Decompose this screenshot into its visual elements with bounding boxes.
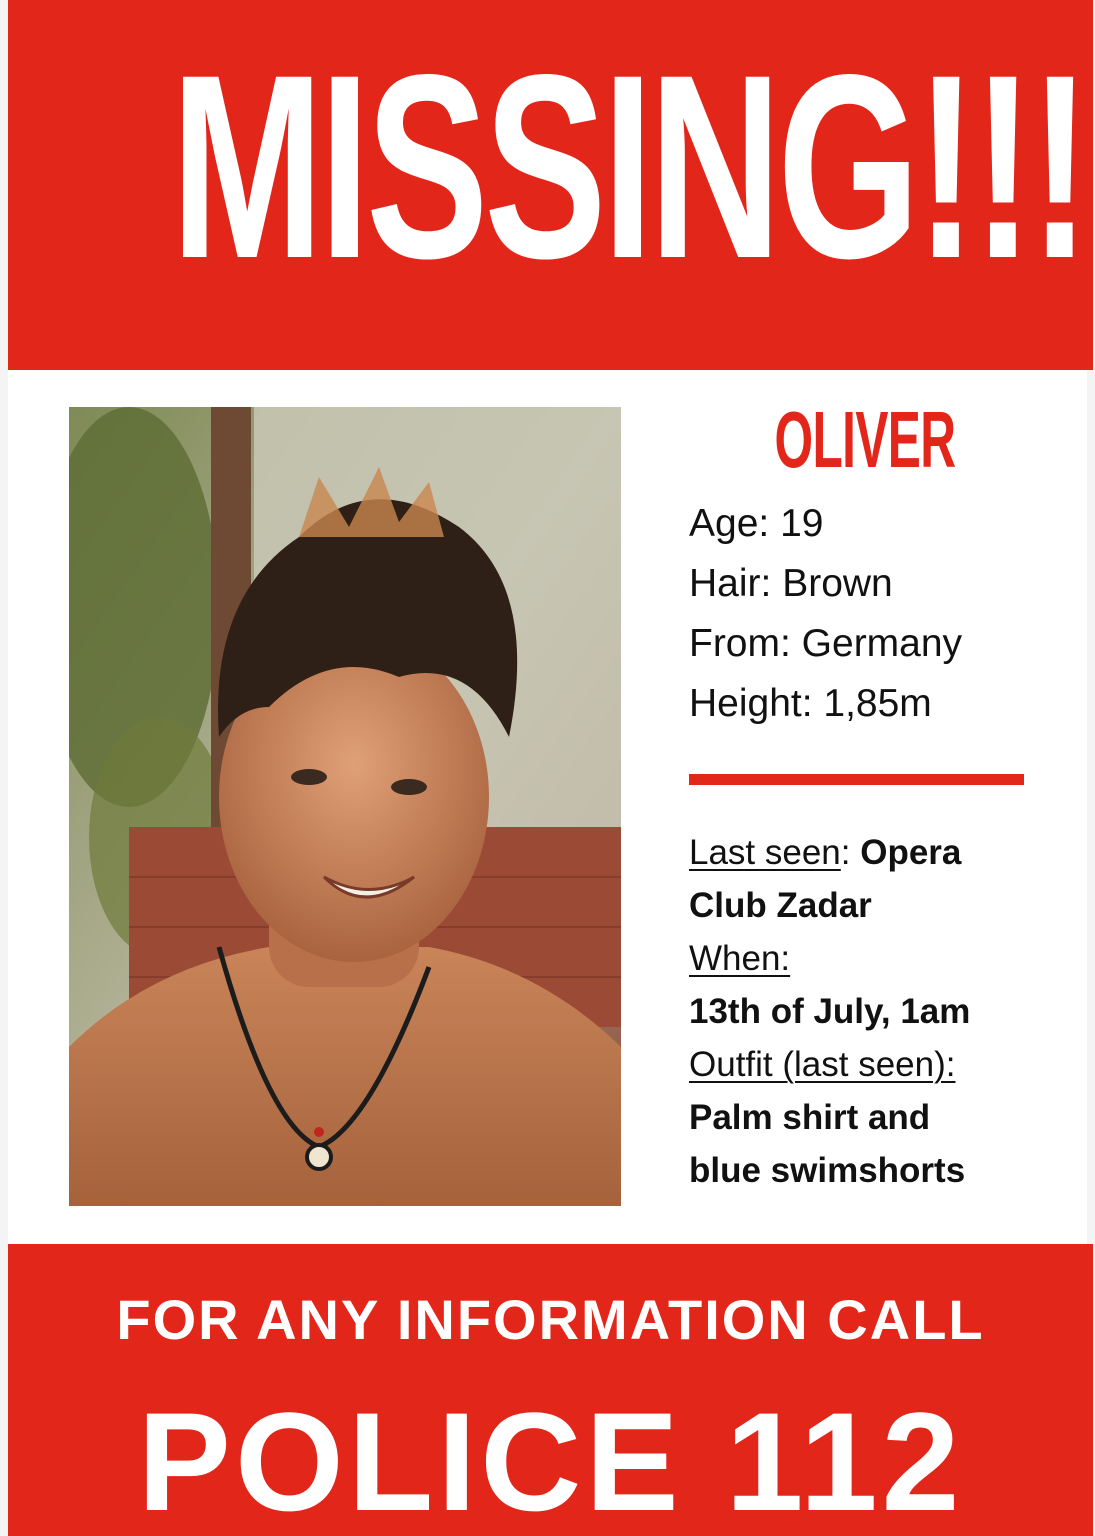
age-line bbox=[689, 498, 1049, 558]
age-label: Age: bbox=[689, 502, 781, 545]
hair-line bbox=[689, 558, 1049, 618]
when-value: 13th of July, 1am bbox=[689, 992, 971, 1031]
last-seen-separator: : bbox=[840, 833, 861, 872]
left-edge bbox=[0, 0, 8, 1536]
outfit-label: Outfit (last seen): bbox=[689, 1045, 956, 1084]
when-label: When: bbox=[689, 939, 791, 978]
when-line bbox=[689, 932, 1049, 985]
headline-banner bbox=[8, 0, 1093, 370]
portrait-photo bbox=[69, 407, 621, 1206]
outfit-line bbox=[689, 1038, 1049, 1091]
police-number: POLICE 112 bbox=[137, 1383, 964, 1536]
height-label: Height: bbox=[689, 682, 824, 725]
from-line bbox=[689, 618, 1049, 678]
outfit-value-part-1: Palm shirt and bbox=[689, 1098, 931, 1137]
last-seen-place-part-2: Club Zadar bbox=[689, 886, 872, 925]
last-seen-details bbox=[689, 826, 1049, 1197]
height-line bbox=[689, 678, 1049, 738]
last-seen-place-part-1: Opera bbox=[860, 833, 962, 872]
height-value: 1,85m bbox=[823, 682, 932, 725]
red-divider bbox=[689, 774, 1024, 785]
call-instruction: FOR ANY INFORMATION CALL bbox=[116, 1288, 985, 1351]
hair-value: Brown bbox=[782, 562, 893, 605]
last-seen-line bbox=[689, 826, 1049, 879]
from-label: From: bbox=[689, 622, 802, 665]
portrait-illustration bbox=[69, 407, 621, 1206]
contact-banner bbox=[8, 1244, 1093, 1536]
person-name: OLIVER bbox=[774, 395, 956, 484]
headline: MISSING!!! bbox=[170, 20, 1087, 313]
last-seen-label: Last seen bbox=[689, 833, 841, 872]
from-value: Germany bbox=[801, 622, 963, 665]
outfit-value-part-2: blue swimshorts bbox=[689, 1151, 966, 1190]
person-details bbox=[689, 498, 1049, 738]
hair-label: Hair: bbox=[689, 562, 783, 605]
age-value: 19 bbox=[780, 502, 824, 545]
